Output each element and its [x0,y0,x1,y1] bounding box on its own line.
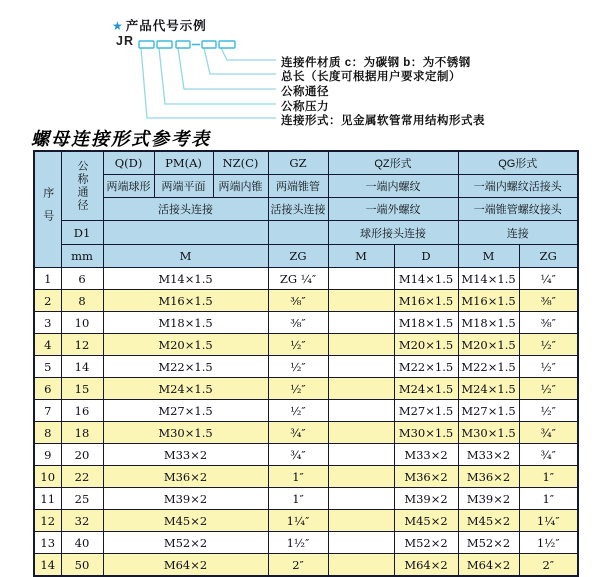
table-row [34,532,578,554]
table-row [34,554,578,577]
cell-diameter: 14 [61,356,103,378]
cell-qz-d: M64×2 [394,554,458,577]
cell-gz-thread: ¾″ [268,444,328,466]
cell-m-thread: M14×1.5 [103,268,268,290]
cell-qg-zg: 1″ [519,488,578,510]
header-pm: PM(A) [154,151,213,175]
cell-qz-d: M14×1.5 [394,268,458,290]
cell-qg-m: M24×1.5 [458,378,519,400]
header-d1: D1 [61,221,103,245]
cell-serial: 10 [34,466,61,488]
cell-qg-m: M64×2 [458,554,519,577]
cell-diameter: 18 [61,422,103,444]
cell-serial: 11 [34,488,61,510]
cell-qz-d: M20×1.5 [394,334,458,356]
table-body [34,268,578,577]
cell-qz-m [328,356,394,378]
header-qz-form: QZ形式 [328,151,458,175]
cell-qz-m [328,488,394,510]
cell-gz-thread: ½″ [268,356,328,378]
header-pm-desc: 两端平面 [154,175,213,198]
cell-diameter: 22 [61,466,103,488]
cell-m-thread: M45×2 [103,510,268,532]
cell-serial: 14 [34,554,61,577]
header-qz-desc2: 一端外螺纹 [328,198,458,221]
cell-serial: 9 [34,444,61,466]
cell-m-thread: M33×2 [103,444,268,466]
header-qz-desc1: 一端内螺纹 [328,175,458,198]
cell-serial: 12 [34,510,61,532]
cell-gz-thread: ⅜″ [268,312,328,334]
cell-qz-m [328,554,394,577]
cell-serial: 3 [34,312,61,334]
cell-m-thread: M36×2 [103,466,268,488]
header-qg-m: M [458,245,519,268]
cell-qg-zg: ¾″ [519,444,578,466]
header-gz: GZ [268,151,328,175]
header-nominal-diameter: 公称通径 [61,151,103,221]
cell-qg-m: M45×2 [458,510,519,532]
table-row [34,510,578,532]
cell-qz-m [328,312,394,334]
header-serial: 序号 [34,151,61,268]
cell-qg-m: M20×1.5 [458,334,519,356]
cell-m-thread: M16×1.5 [103,290,268,312]
nut-connection-reference-table [33,150,579,577]
cell-gz-thread: 1¼″ [268,510,328,532]
cell-qg-m: M30×1.5 [458,422,519,444]
cell-qz-m [328,378,394,400]
cell-qg-m: M18×1.5 [458,312,519,334]
table-row [34,488,578,510]
cell-qg-m: M16×1.5 [458,290,519,312]
cell-serial: 5 [34,356,61,378]
cell-serial: 6 [34,378,61,400]
header-qg-zg: ZG [519,245,578,268]
cell-qz-d: M39×2 [394,488,458,510]
cell-qg-m: M39×2 [458,488,519,510]
header-blank-2 [268,221,328,245]
code-label-total-length: 总长（长度可根据用户要求定制） [281,71,461,83]
table-row [34,334,578,356]
header-qg-desc1: 一端内螺纹活接头 [458,175,578,198]
header-gz-desc: 两端锥管 [268,175,328,198]
cell-qz-m [328,290,394,312]
header-qg-desc2: 一端锥管螺纹接头 [458,198,578,221]
cell-diameter: 20 [61,444,103,466]
header-nz-desc: 两端内锥 [213,175,268,198]
diagram-title [112,16,207,34]
cell-qg-zg: ¼″ [519,268,578,290]
cell-qg-zg: ½″ [519,400,578,422]
cell-serial: 2 [34,290,61,312]
cell-qz-d: M30×1.5 [394,422,458,444]
cell-qg-m: M27×1.5 [458,400,519,422]
header-qg-connection: 连接 [458,221,578,245]
table-row [34,400,578,422]
table-row [34,422,578,444]
cell-qz-d: M16×1.5 [394,290,458,312]
cell-diameter: 25 [61,488,103,510]
cell-gz-thread: 1½″ [268,532,328,554]
cell-qg-zg: 1¼″ [519,510,578,532]
cell-serial: 8 [34,422,61,444]
cell-serial: 13 [34,532,61,554]
cell-qz-d: M45×2 [394,510,458,532]
code-box-icons [139,41,235,48]
header-qz-m: M [328,245,394,268]
cell-serial: 7 [34,400,61,422]
table-row [34,444,578,466]
cell-m-thread: M18×1.5 [103,312,268,334]
cell-qz-m [328,422,394,444]
cell-qz-d: M52×2 [394,532,458,554]
header-q: Q(D) [103,151,154,175]
code-label-nominal-pressure: 公称压力 [281,101,329,113]
header-thread-zg: ZG [268,245,328,268]
table-row [34,268,578,290]
cell-m-thread: M20×1.5 [103,334,268,356]
cell-gz-thread: 1″ [268,466,328,488]
cell-gz-thread: 1″ [268,488,328,510]
cell-diameter: 8 [61,290,103,312]
cell-qz-m [328,400,394,422]
table-row [34,356,578,378]
connector-lines [141,48,276,118]
cell-qz-m [328,510,394,532]
cell-qg-zg: ⅜″ [519,312,578,334]
cell-qg-zg: ½″ [519,356,578,378]
header-qz-connection: 球形接头连接 [328,221,458,245]
cell-gz-thread: 2″ [268,554,328,577]
cell-diameter: 15 [61,378,103,400]
cell-gz-thread: ½″ [268,334,328,356]
code-prefix: JR [116,34,134,48]
table-row [34,290,578,312]
code-label-material: 连接件材质 c：为碳钢 b：为不锈钢 [281,57,471,69]
cell-qz-d: M27×1.5 [394,400,458,422]
table-row [34,312,578,334]
cell-qg-m: M36×2 [458,466,519,488]
header-nz: NZ(C) [213,151,268,175]
cell-qg-m: M14×1.5 [458,268,519,290]
cell-qg-zg: 1½″ [519,532,578,554]
cell-gz-thread: ¾″ [268,422,328,444]
code-label-connection-form: 连接形式：见金属软管常用结构形式表 [281,115,485,127]
cell-serial: 4 [34,334,61,356]
cell-m-thread: M39×2 [103,488,268,510]
cell-gz-thread: ZG ¼″ [268,268,328,290]
table-title: 螺母连接形式参考表 [31,129,211,150]
cell-qg-m: M52×2 [458,532,519,554]
cell-qg-zg: 1″ [519,466,578,488]
cell-diameter: 40 [61,532,103,554]
cell-m-thread: M52×2 [103,532,268,554]
cell-m-thread: M27×1.5 [103,400,268,422]
cell-qz-m [328,532,394,554]
cell-qz-m [328,466,394,488]
cell-qg-zg: ½″ [519,378,578,400]
cell-qz-d: M36×2 [394,466,458,488]
cell-diameter: 16 [61,400,103,422]
cell-diameter: 32 [61,510,103,532]
cell-qg-m: M22×1.5 [458,356,519,378]
cell-serial: 1 [34,268,61,290]
cell-qg-zg: ⅜″ [519,290,578,312]
cell-qg-zg: 2″ [519,554,578,577]
header-q-desc: 两端球形 [103,175,154,198]
cell-diameter: 50 [61,554,103,577]
cell-diameter: 10 [61,312,103,334]
star-icon: ★ [112,19,124,33]
header-qg-form: QG形式 [458,151,578,175]
header-qz-d: D [394,245,458,268]
cell-m-thread: M64×2 [103,554,268,577]
cell-qz-m [328,444,394,466]
cell-qz-d: M18×1.5 [394,312,458,334]
cell-diameter: 12 [61,334,103,356]
cell-qz-d: M24×1.5 [394,378,458,400]
cell-m-thread: M24×1.5 [103,378,268,400]
cell-qz-d: M33×2 [394,444,458,466]
header-blank-1 [103,221,268,245]
table-row [34,378,578,400]
cell-gz-thread: ⅜″ [268,290,328,312]
cell-gz-thread: ½″ [268,378,328,400]
table-header [34,151,578,268]
header-mm: mm [61,245,103,268]
cell-m-thread: M30×1.5 [103,422,268,444]
cell-diameter: 6 [61,268,103,290]
header-union-connection: 活接头连接 [103,198,268,221]
cell-qz-d: M22×1.5 [394,356,458,378]
header-thread-m: M [103,245,268,268]
cell-qg-zg: ½″ [519,334,578,356]
diagram-title-text: 产品代号示例 [125,19,207,33]
cell-m-thread: M22×1.5 [103,356,268,378]
cell-qz-m [328,268,394,290]
header-gz-connection: 活接头连接 [268,198,328,221]
code-label-nominal-diameter: 公称通径 [281,86,329,98]
cell-qg-zg: ¾″ [519,422,578,444]
cell-gz-thread: ½″ [268,400,328,422]
cell-qz-m [328,334,394,356]
cell-qg-m: M33×2 [458,444,519,466]
table-row [34,466,578,488]
